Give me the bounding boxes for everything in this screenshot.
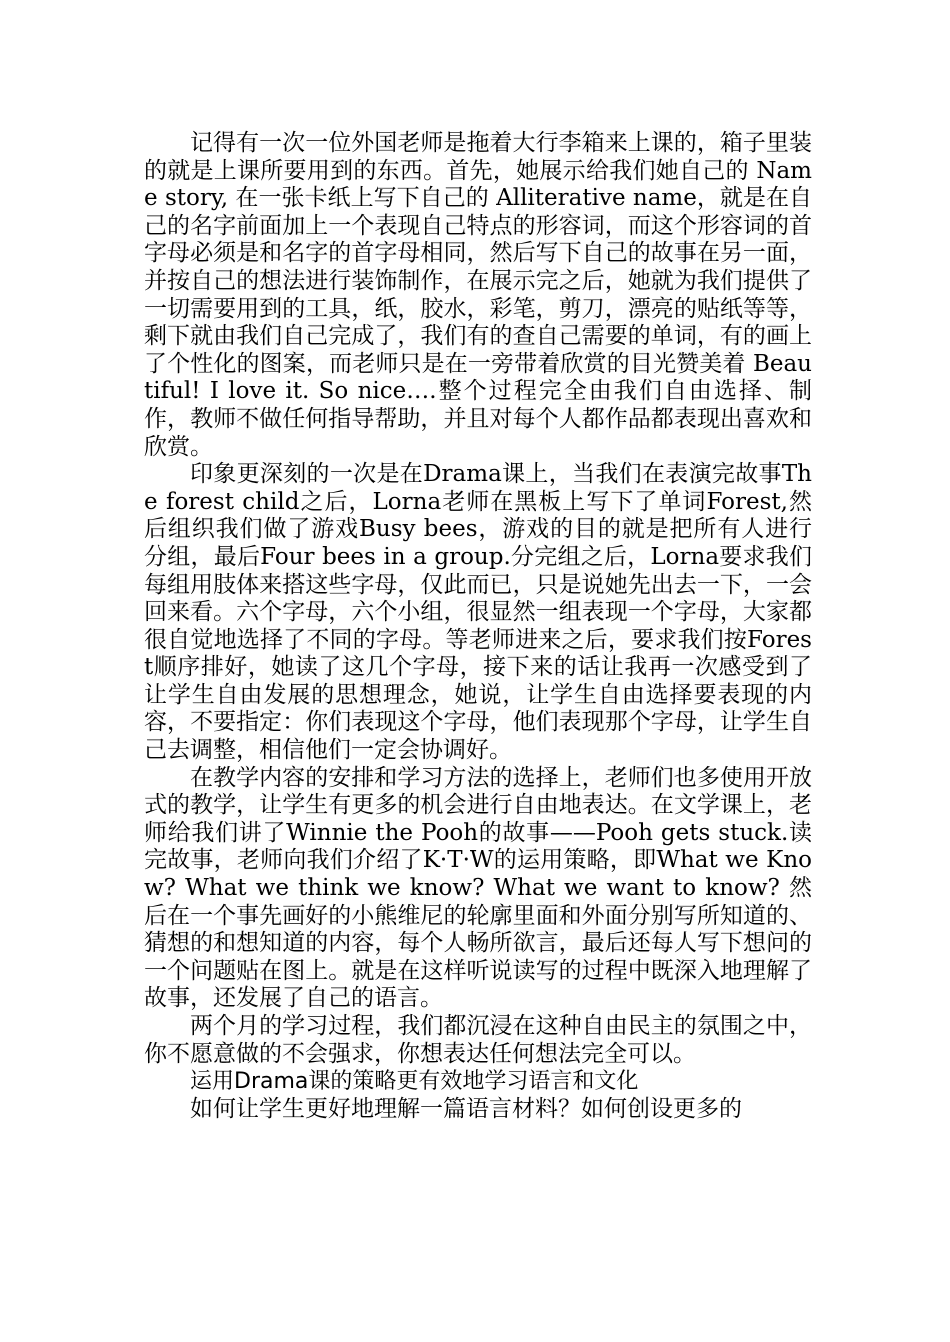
paragraph-open-teaching: 在教学内容的安排和学习方法的选择上，老师们也多使用开放式的教学，让学生有更多的机会进行自由地表达。在文学课上，老师给我们讲了Winnie the Pooh的故事——Pooh gets stuck.读完故事，老师向我们介绍了K·T·W的运用策略，即What we Know? What we think we know? What we want to know? 然后在一个事先画好的小熊维尼的轮廓里面和外面分别写所知道的、猜想的和想知道的内容，每个人畅所欲言，最后还每人写下想问的一个问题贴在图上。就是在这样听说读写的过程中既深入地理解了故事，还发展了自己的语言。 — [144, 764, 812, 1012]
paragraph-drama-class: 印象更深刻的一次是在Drama课上，当我们在表演完故事The forest child之后，Lorna老师在黑板上写下了单词Forest,然后组织我们做了游戏Busy bees，游戏的目的就是把所有人进行分组，最后Four bees in a group.分完组之后，Lorna要求我们每组用肢体来搭这些字母，仅此而已，只是说她先出去一下，一会回来看。六个字母，六个小组，很显然一组表现一个字母，大家都很自觉地选择了不同的字母。等老师进来之后，要求我们按Forest顺序排好，她读了这几个字母，接下来的话让我再一次感受到了让学生自由发展的思想理念，她说，让学生自由选择要表现的内容，不要指定：你们表现这个字母，他们表现那个字母，让学生自己去调整，相信他们一定会协调好。 — [144, 461, 812, 764]
section-heading: 运用Drama课的策略更有效地学习语言和文化 — [190, 1069, 639, 1095]
document-page — [144, 130, 812, 1123]
paragraph-two-months: 两个月的学习过程，我们都沉浸在这种自由民主的氛围之中，你不愿意做的不会强求，你想表达任何想法完全可以。 — [144, 1013, 812, 1067]
paragraph-name-story: 记得有一次一位外国老师是拖着大行李箱来上课的，箱子里装的就是上课所要用到的东西。首先，她展示给我们她自己的 Name story, 在一张卡纸上写下自己的 Alliterative name，就是在自己的名字前面加上一个表现自己特点的形容词，而这个形容词的首字母必须是和名字的首字母相同，然后写下自己的故事在另一面，并按自己的想法进行装饰制作，在展示完之后，她就为我们提供了一切需要用到的工具，纸，胶水，彩笔，剪刀，漂亮的贴纸等等，剩下就由我们自己完成了，我们有的查自己需要的单词，有的画上了个性化的图案，而老师只是在一旁带着欣赏的目光赞美着 Beautiful! I love it. So nice….整个过程完全由我们自由选择、制作，教师不做任何指导帮助，并且对每个人都作品都表现出喜欢和欣赏。 — [144, 130, 812, 460]
paragraph-final: 如何让学生更好地理解一篇语言材料？如何创设更多的 — [190, 1095, 742, 1122]
